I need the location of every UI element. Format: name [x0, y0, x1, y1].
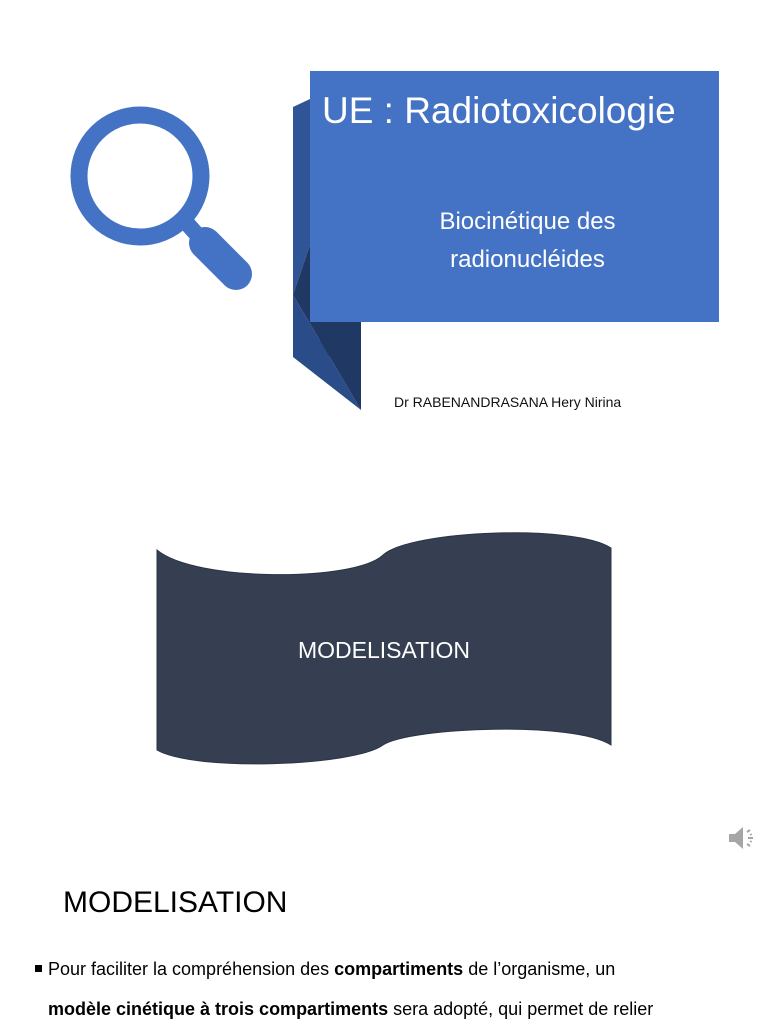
title-box	[310, 71, 719, 322]
title-slide	[0, 0, 768, 440]
bullet-line-2	[35, 989, 755, 1029]
bullet-text-part: Pour faciliter la compréhension des	[48, 959, 335, 979]
presentation-subtitle	[310, 203, 719, 279]
author-name: Dr RABENANDRASANA Hery Nirina	[394, 394, 622, 410]
subtitle-line-2: radionucléides	[450, 246, 605, 273]
section-title: MODELISATION	[297, 637, 471, 663]
presentation-title: UE : Radiotoxicologie	[322, 90, 676, 131]
bullet-bold-term: compartiments	[334, 959, 464, 979]
content-heading: MODELISATION	[63, 886, 288, 919]
bullet-bold-term: modèle cinétique à trois compartiments	[48, 999, 389, 1019]
square-bullet-icon	[35, 965, 42, 972]
speaker-icon[interactable]	[726, 822, 758, 854]
bullet-item	[35, 949, 755, 1029]
bullet-text-part: de l’organisme, un	[463, 959, 616, 979]
subtitle-line-1: Biocinétique des	[439, 208, 616, 235]
bullet-line-1	[35, 949, 755, 989]
bullet-text-part: sera adopté, qui permet de relier	[388, 999, 654, 1019]
magnifying-glass-icon	[60, 98, 260, 298]
